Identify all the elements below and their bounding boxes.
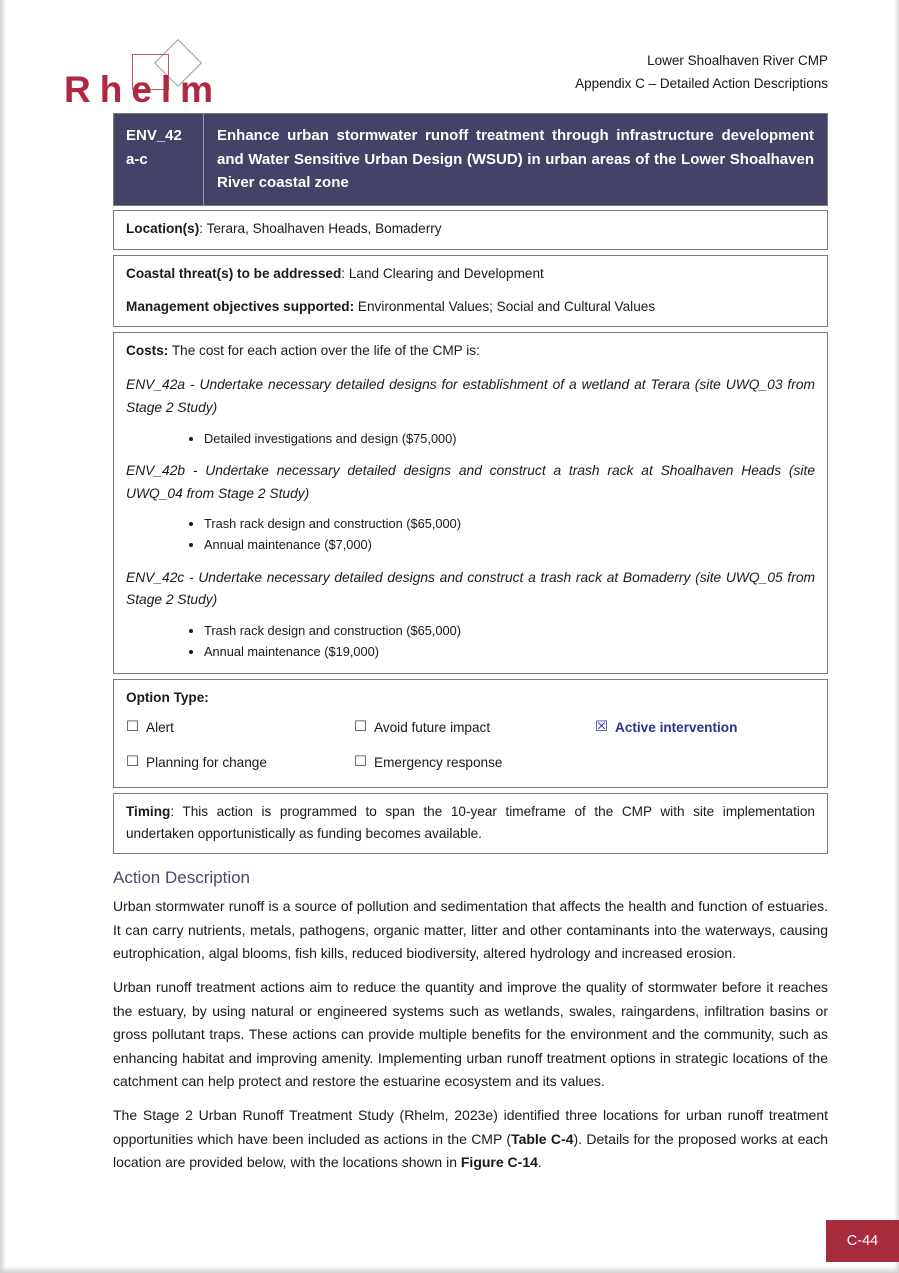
action-description-paragraph-3 bbox=[113, 1104, 828, 1174]
checkbox-unchecked-icon: ☐ bbox=[126, 718, 139, 735]
cost-bullet: • Annual maintenance ($7,000) bbox=[204, 535, 815, 554]
action-description-paragraph-2: Urban runoff treatment actions aim to reduce the quantity and improve the quality of stormwater before it reaches the estuary, by using natural or engineered systems such as wetlands, swales, raingardens, infiltration basins or gross pollutant traps. These actions can provide multiple benefits for the environment and the community, such as enhancing habitat and improving amenity. Implementing urban runoff treatment options in strategic locations of the catchment can help protect and restore the estuarine ecosystem and its values. bbox=[113, 979, 828, 1089]
action-code-line1: ENV_42 bbox=[126, 127, 182, 144]
timing-value: : This action is programmed to span the 10-year timeframe of the CMP with site implementation undertaken opportunistically as funding becomes available. bbox=[126, 803, 815, 841]
location-label: Location(s) bbox=[126, 221, 200, 237]
coastal-threats-label: Coastal threat(s) to be addressed bbox=[126, 265, 342, 281]
cost-bullet: • Trash rack design and construction ($65,000) bbox=[204, 514, 815, 533]
coastal-threats-value: : Land Clearing and Development bbox=[341, 265, 544, 281]
cost-bullet: • Annual maintenance ($19,000) bbox=[204, 642, 815, 661]
costs-row bbox=[113, 332, 828, 673]
option-active-intervention bbox=[595, 717, 815, 739]
costs-intro-line bbox=[126, 340, 815, 362]
cost-bullets-env42a bbox=[204, 429, 815, 448]
para3-segment: The Stage 2 Urban Runoff Treatment Study (Rhelm, 2023e) identified three locations for urban runoff treatment opportunities which have been included as actions in the CMP ( bbox=[113, 1107, 828, 1147]
checkbox-unchecked-icon: ☐ bbox=[126, 753, 139, 770]
costs-cell bbox=[114, 333, 827, 672]
document-subtitle: Appendix C – Detailed Action Descriptions bbox=[575, 75, 828, 91]
page-edge-right bbox=[894, 0, 899, 1273]
cost-bullet: • Detailed investigations and design ($75,000) bbox=[204, 429, 815, 448]
checkbox-checked-icon: ☒ bbox=[595, 718, 608, 735]
action-description-heading: Action Description bbox=[113, 868, 251, 888]
threats-objectives-row bbox=[113, 255, 828, 328]
document-title: Lower Shoalhaven River CMP bbox=[647, 53, 828, 68]
table-c4-reference: Table C-4 bbox=[511, 1130, 574, 1147]
option-active-intervention-label: Active intervention bbox=[615, 720, 738, 736]
action-table-header-row bbox=[113, 113, 828, 206]
figure-c14-reference: Figure C-14 bbox=[460, 1154, 538, 1170]
rhelm-logo bbox=[64, 40, 244, 108]
document-header bbox=[575, 50, 828, 96]
option-planning-for-change-label: Planning for change bbox=[146, 755, 267, 770]
management-objectives-value: Environmental Values; Social and Cultural Values bbox=[354, 298, 656, 314]
coastal-threats-line bbox=[126, 263, 815, 285]
checkbox-unchecked-icon: ☐ bbox=[354, 753, 367, 770]
action-description-paragraph-1: Urban stormwater runoff is a source of pollution and sedimentation that affects the health and function of estuaries. It can carry nutrients, metals, pathogens, organic matter, litter and other contaminants into the waterways, causing eutrophication, algal blooms, fish kills, reduced biodiversity, altered hydrology and increased erosion. bbox=[113, 898, 828, 961]
option-type-grid bbox=[126, 717, 815, 778]
location-cell bbox=[114, 211, 827, 249]
page-edge-left bbox=[0, 0, 6, 1273]
option-avoid-future-impact bbox=[354, 717, 595, 739]
location-value: : Terara, Shoalhaven Heads, Bomaderry bbox=[199, 221, 442, 237]
option-alert-label: Alert bbox=[146, 720, 174, 736]
costs-label: Costs: bbox=[126, 343, 169, 359]
action-code-line2: a-c bbox=[126, 151, 148, 168]
timing-line bbox=[126, 801, 815, 845]
option-type-label: Option Type: bbox=[126, 689, 209, 705]
cost-bullets-env42c bbox=[204, 621, 815, 661]
threats-objectives-cell bbox=[114, 256, 827, 327]
page-number-badge: C-44 bbox=[826, 1220, 899, 1262]
timing-cell bbox=[114, 794, 827, 854]
cost-bullet: • Trash rack design and construction ($65,000) bbox=[204, 621, 815, 640]
cost-action-env42a: ENV_42a - Undertake necessary detailed designs for establishment of a wetland at Terara (site UWQ_03 from Stage 2 Study) bbox=[126, 377, 815, 415]
logo-wordmark: Rhelm bbox=[64, 69, 223, 110]
para3-segment: ). Details for the proposed works at each location are provided below, with the locations shown in bbox=[113, 1130, 829, 1170]
page-content bbox=[113, 113, 828, 1185]
management-objectives-label: Management objectives supported: bbox=[126, 298, 355, 314]
management-objectives-line bbox=[126, 296, 815, 318]
action-title-cell: Enhance urban stormwater runoff treatment through infrastructure development and Water Sensitive Urban Design (WSUD) in urban areas of the Lower Shoalhaven River coastal zone bbox=[217, 127, 814, 192]
option-emergency-response-label: Emergency response bbox=[374, 755, 503, 770]
cost-bullets-env42b bbox=[204, 514, 815, 554]
option-alert bbox=[126, 717, 354, 739]
checkbox-unchecked-icon: ☐ bbox=[354, 718, 367, 735]
option-type-row bbox=[113, 679, 828, 788]
option-type-cell bbox=[114, 680, 827, 787]
location-row bbox=[113, 210, 828, 250]
para3-segment: . bbox=[537, 1154, 542, 1170]
cost-action-env42c: ENV_42c - Undertake necessary detailed designs and construct a trash rack at Bomaderry (site UWQ_05 from Stage 2 Study) bbox=[126, 569, 815, 608]
timing-label: Timing bbox=[126, 803, 171, 819]
cost-action-env42b: ENV_42b - Undertake necessary detailed designs and construct a trash rack at Shoalhaven Heads (site UWQ_04 from Stage 2 Study) bbox=[126, 462, 815, 501]
option-planning-for-change bbox=[126, 752, 354, 774]
costs-intro-text: The cost for each action over the life of the CMP is: bbox=[168, 343, 480, 359]
action-code-cell bbox=[114, 114, 204, 205]
timing-row bbox=[113, 793, 828, 855]
option-avoid-future-impact-label: Avoid future impact bbox=[374, 720, 491, 736]
page-edge-bottom bbox=[0, 1266, 899, 1273]
option-emergency-response bbox=[354, 752, 595, 774]
